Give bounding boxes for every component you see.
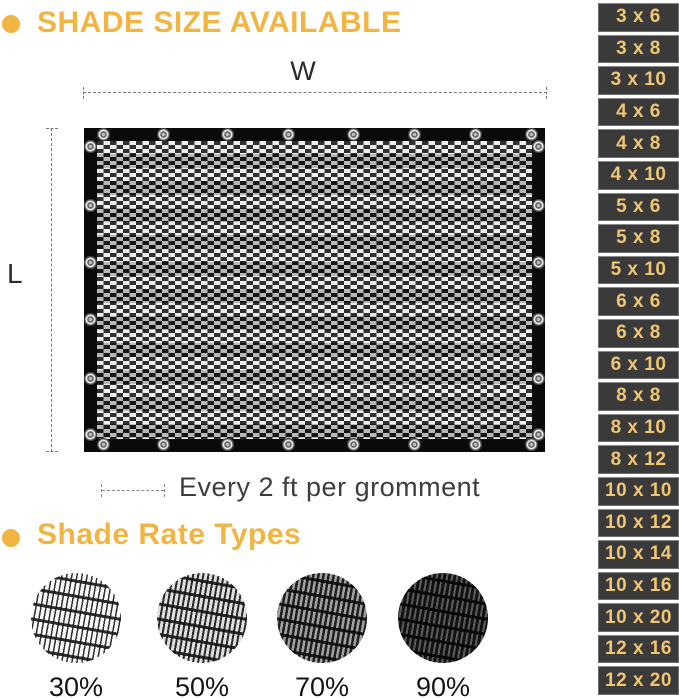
grommet-icon: [525, 128, 538, 141]
size-label: 8 x 12: [610, 448, 667, 470]
grommet-icon: [97, 128, 110, 141]
dimension-tick: [83, 87, 84, 99]
shade-rate-label: 90%: [415, 672, 471, 698]
grommet-icon: [221, 128, 234, 141]
dimension-tick: [46, 128, 58, 129]
size-label: 3 x 6: [616, 6, 661, 28]
grommet-icon: [282, 438, 295, 451]
grommet-icon: [532, 428, 545, 441]
size-label: 4 x 8: [616, 132, 661, 154]
size-option[interactable]: [598, 287, 679, 316]
size-label: 4 x 6: [616, 101, 661, 123]
shade-rate-item: [277, 573, 367, 698]
size-label: 6 x 10: [610, 353, 667, 375]
bullet-icon: [2, 15, 20, 33]
size-label: 12 x 16: [605, 638, 672, 660]
size-label: 12 x 20: [605, 669, 672, 691]
grommet-icon: [347, 128, 360, 141]
section-title-shade-size: SHADE SIZE AVAILABLE: [37, 6, 402, 39]
size-option[interactable]: [598, 193, 679, 222]
size-list: [597, 0, 679, 698]
length-dimension-line: [51, 128, 52, 452]
size-label: 6 x 6: [616, 290, 661, 312]
grommet-icon: [97, 438, 110, 451]
mesh-texture: [97, 141, 532, 439]
shade-net-diagram: [84, 128, 545, 452]
size-option[interactable]: [598, 666, 679, 695]
size-label: 10 x 10: [605, 480, 672, 502]
size-option[interactable]: [598, 319, 679, 348]
grommet-icon: [221, 438, 234, 451]
section-title-rate-types: Shade Rate Types: [37, 518, 302, 551]
grommet-icon: [157, 128, 170, 141]
size-label: 5 x 10: [610, 259, 667, 281]
size-option[interactable]: [598, 256, 679, 285]
grommet-icon: [469, 128, 482, 141]
size-option[interactable]: [598, 98, 679, 127]
grommet-icon: [532, 199, 545, 212]
shade-rate-label: 50%: [174, 672, 230, 698]
shade-rate-label: 30%: [48, 672, 104, 698]
size-label: 3 x 8: [616, 37, 661, 59]
size-label: 8 x 10: [610, 417, 667, 439]
grommet-icon: [157, 438, 170, 451]
size-option[interactable]: [598, 603, 679, 632]
shade-rate-item: [157, 573, 247, 698]
shade-rate-label: 70%: [294, 672, 350, 698]
grommet-icon: [282, 128, 295, 141]
size-option[interactable]: [598, 224, 679, 253]
size-option[interactable]: [598, 477, 679, 506]
mesh-swatch-70-icon: [277, 573, 367, 663]
length-label: L: [7, 258, 23, 289]
size-option[interactable]: [598, 161, 679, 190]
grommet-spacing-bracket: [101, 484, 165, 497]
size-label: 5 x 8: [616, 227, 661, 249]
grommet-icon: [408, 128, 421, 141]
size-label: 4 x 10: [610, 164, 667, 186]
size-label: 10 x 16: [605, 574, 672, 596]
mesh-swatch-90-icon: [398, 573, 488, 663]
width-label: W: [290, 56, 316, 86]
bullet-icon: [2, 529, 20, 547]
size-label: 5 x 6: [616, 195, 661, 217]
mesh-swatch-30-icon: [31, 573, 121, 663]
size-label: 3 x 10: [610, 69, 667, 91]
shade-rate-item: [398, 573, 488, 698]
grommet-icon: [469, 438, 482, 451]
size-option[interactable]: [598, 351, 679, 380]
grommet-icon: [84, 199, 97, 212]
grommet-icon: [532, 140, 545, 153]
grommet-icon: [84, 313, 97, 326]
grommet-icon: [84, 256, 97, 269]
grommet-icon: [347, 438, 360, 451]
width-dimension-line: [83, 92, 547, 93]
dimension-tick: [46, 451, 58, 452]
grommet-icon: [408, 438, 421, 451]
size-label: 6 x 8: [616, 322, 661, 344]
shade-rate-item: [31, 573, 121, 698]
size-option[interactable]: [598, 66, 679, 95]
grommet-icon: [84, 140, 97, 153]
grommet-icon: [532, 313, 545, 326]
size-option[interactable]: [598, 414, 679, 443]
size-label: 10 x 14: [605, 543, 672, 565]
size-option[interactable]: [598, 3, 679, 32]
size-label: 8 x 8: [616, 385, 661, 407]
dimension-tick: [546, 87, 547, 99]
grommet-icon: [532, 256, 545, 269]
grommet-icon: [84, 428, 97, 441]
size-option[interactable]: [598, 129, 679, 158]
size-option[interactable]: [598, 540, 679, 569]
size-option[interactable]: [598, 382, 679, 411]
grommet-icon: [84, 372, 97, 385]
grommet-note: Every 2 ft per gromment: [179, 472, 481, 502]
mesh-swatch-50-icon: [157, 573, 247, 663]
size-option[interactable]: [598, 35, 679, 64]
size-option[interactable]: [598, 635, 679, 664]
grommet-icon: [532, 372, 545, 385]
size-label: 10 x 20: [605, 606, 672, 628]
size-option[interactable]: [598, 445, 679, 474]
size-option[interactable]: [598, 572, 679, 601]
size-option[interactable]: [598, 509, 679, 538]
size-label: 10 x 12: [605, 511, 672, 533]
